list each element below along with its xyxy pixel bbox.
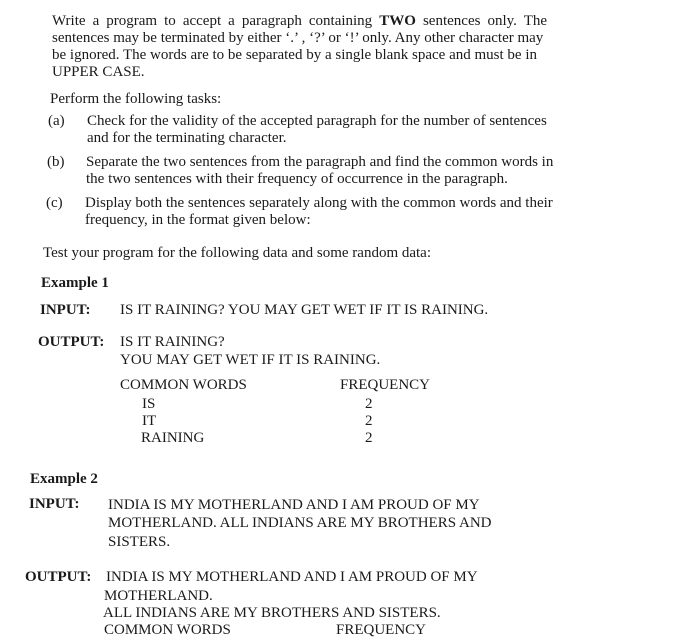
- example-2-input-label: [29, 496, 80, 513]
- example-1-output-label: [38, 334, 104, 351]
- example-1-output-line-2: YOU MAY GET WET IF IT IS RAINING.: [120, 352, 381, 368]
- example-2-input-line-1: INDIA IS MY MOTHERLAND AND I AM PROUD OF MY: [108, 497, 480, 513]
- example-2-input-line-3: SISTERS.: [108, 534, 171, 550]
- example-1-row-2-word: IT: [142, 413, 157, 429]
- example-2-output-line-1: INDIA IS MY MOTHERLAND AND I AM PROUD OF MY: [106, 569, 478, 585]
- example-1-input-label: [40, 302, 91, 319]
- task-a-line-1: Check for the validity of the accepted paragraph for the number of sentences: [87, 113, 547, 129]
- task-b-label: (b): [47, 154, 65, 170]
- intro-line-1-post: sentences only. The: [422, 13, 548, 29]
- intro-line-1: [52, 13, 547, 30]
- example-1-heading-text: Example 1: [41, 275, 109, 291]
- example-2-heading: [30, 471, 98, 488]
- example-1-output-label-text: OUTPUT:: [38, 334, 105, 350]
- example-1-input-label-text: INPUT:: [40, 302, 91, 318]
- task-a-line-2: and for the terminating character.: [87, 130, 287, 146]
- intro-line-4: UPPER CASE.: [52, 64, 145, 80]
- example-1-heading: [41, 275, 109, 292]
- intro-line-3: be ignored. The words are to be separated by a single blank space and must be in: [52, 47, 537, 63]
- task-c-label: (c): [46, 195, 63, 211]
- task-c-line-1: Display both the sentences separately along with the common words and their: [85, 195, 553, 211]
- test-line: Test your program for the following data and some random data:: [43, 245, 432, 261]
- example-1-row-3-freq: 2: [365, 430, 373, 446]
- example-2-heading-text: Example 2: [30, 471, 98, 487]
- example-1-row-1-freq: 2: [365, 396, 373, 412]
- example-2-input-line-2: MOTHERLAND. ALL INDIANS ARE MY BROTHERS AND: [108, 515, 492, 531]
- example-2-output-label: [25, 569, 91, 586]
- intro-line-1-pre: Write a program to accept a paragraph containing: [52, 13, 373, 29]
- example-2-col-freq: FREQUENCY: [336, 622, 427, 638]
- intro-line-1-bold: TWO: [379, 13, 416, 29]
- example-2-output-line-3: ALL INDIANS ARE MY BROTHERS AND SISTERS.: [103, 605, 441, 621]
- example-2-output-line-2: MOTHERLAND.: [104, 588, 213, 604]
- example-1-output-line-1: IS IT RAINING?: [120, 334, 225, 350]
- example-2-output-label-text: OUTPUT:: [25, 569, 92, 585]
- task-a-label: (a): [48, 113, 65, 129]
- example-1-input-text: IS IT RAINING? YOU MAY GET WET IF IT IS RAINING.: [120, 302, 489, 318]
- example-1-row-3-word: RAINING: [141, 430, 205, 446]
- tasks-heading: Perform the following tasks:: [50, 91, 222, 107]
- intro-line-2: sentences may be terminated by either ‘.’ , ‘?’ or ‘!’ only. Any other character may: [52, 30, 544, 46]
- example-1-col-freq: FREQUENCY: [340, 377, 431, 393]
- task-b-line-1: Separate the two sentences from the paragraph and find the common words in: [86, 154, 554, 170]
- example-2-col-words: COMMON WORDS: [104, 622, 231, 638]
- example-1-row-1-word: IS: [142, 396, 156, 412]
- task-c-line-2: frequency, in the format given below:: [85, 212, 311, 228]
- example-2-input-label-text: INPUT:: [29, 496, 80, 512]
- example-1-col-words: COMMON WORDS: [120, 377, 247, 393]
- example-1-row-2-freq: 2: [365, 413, 373, 429]
- task-b-line-2: the two sentences with their frequency of occurrence in the paragraph.: [86, 171, 508, 187]
